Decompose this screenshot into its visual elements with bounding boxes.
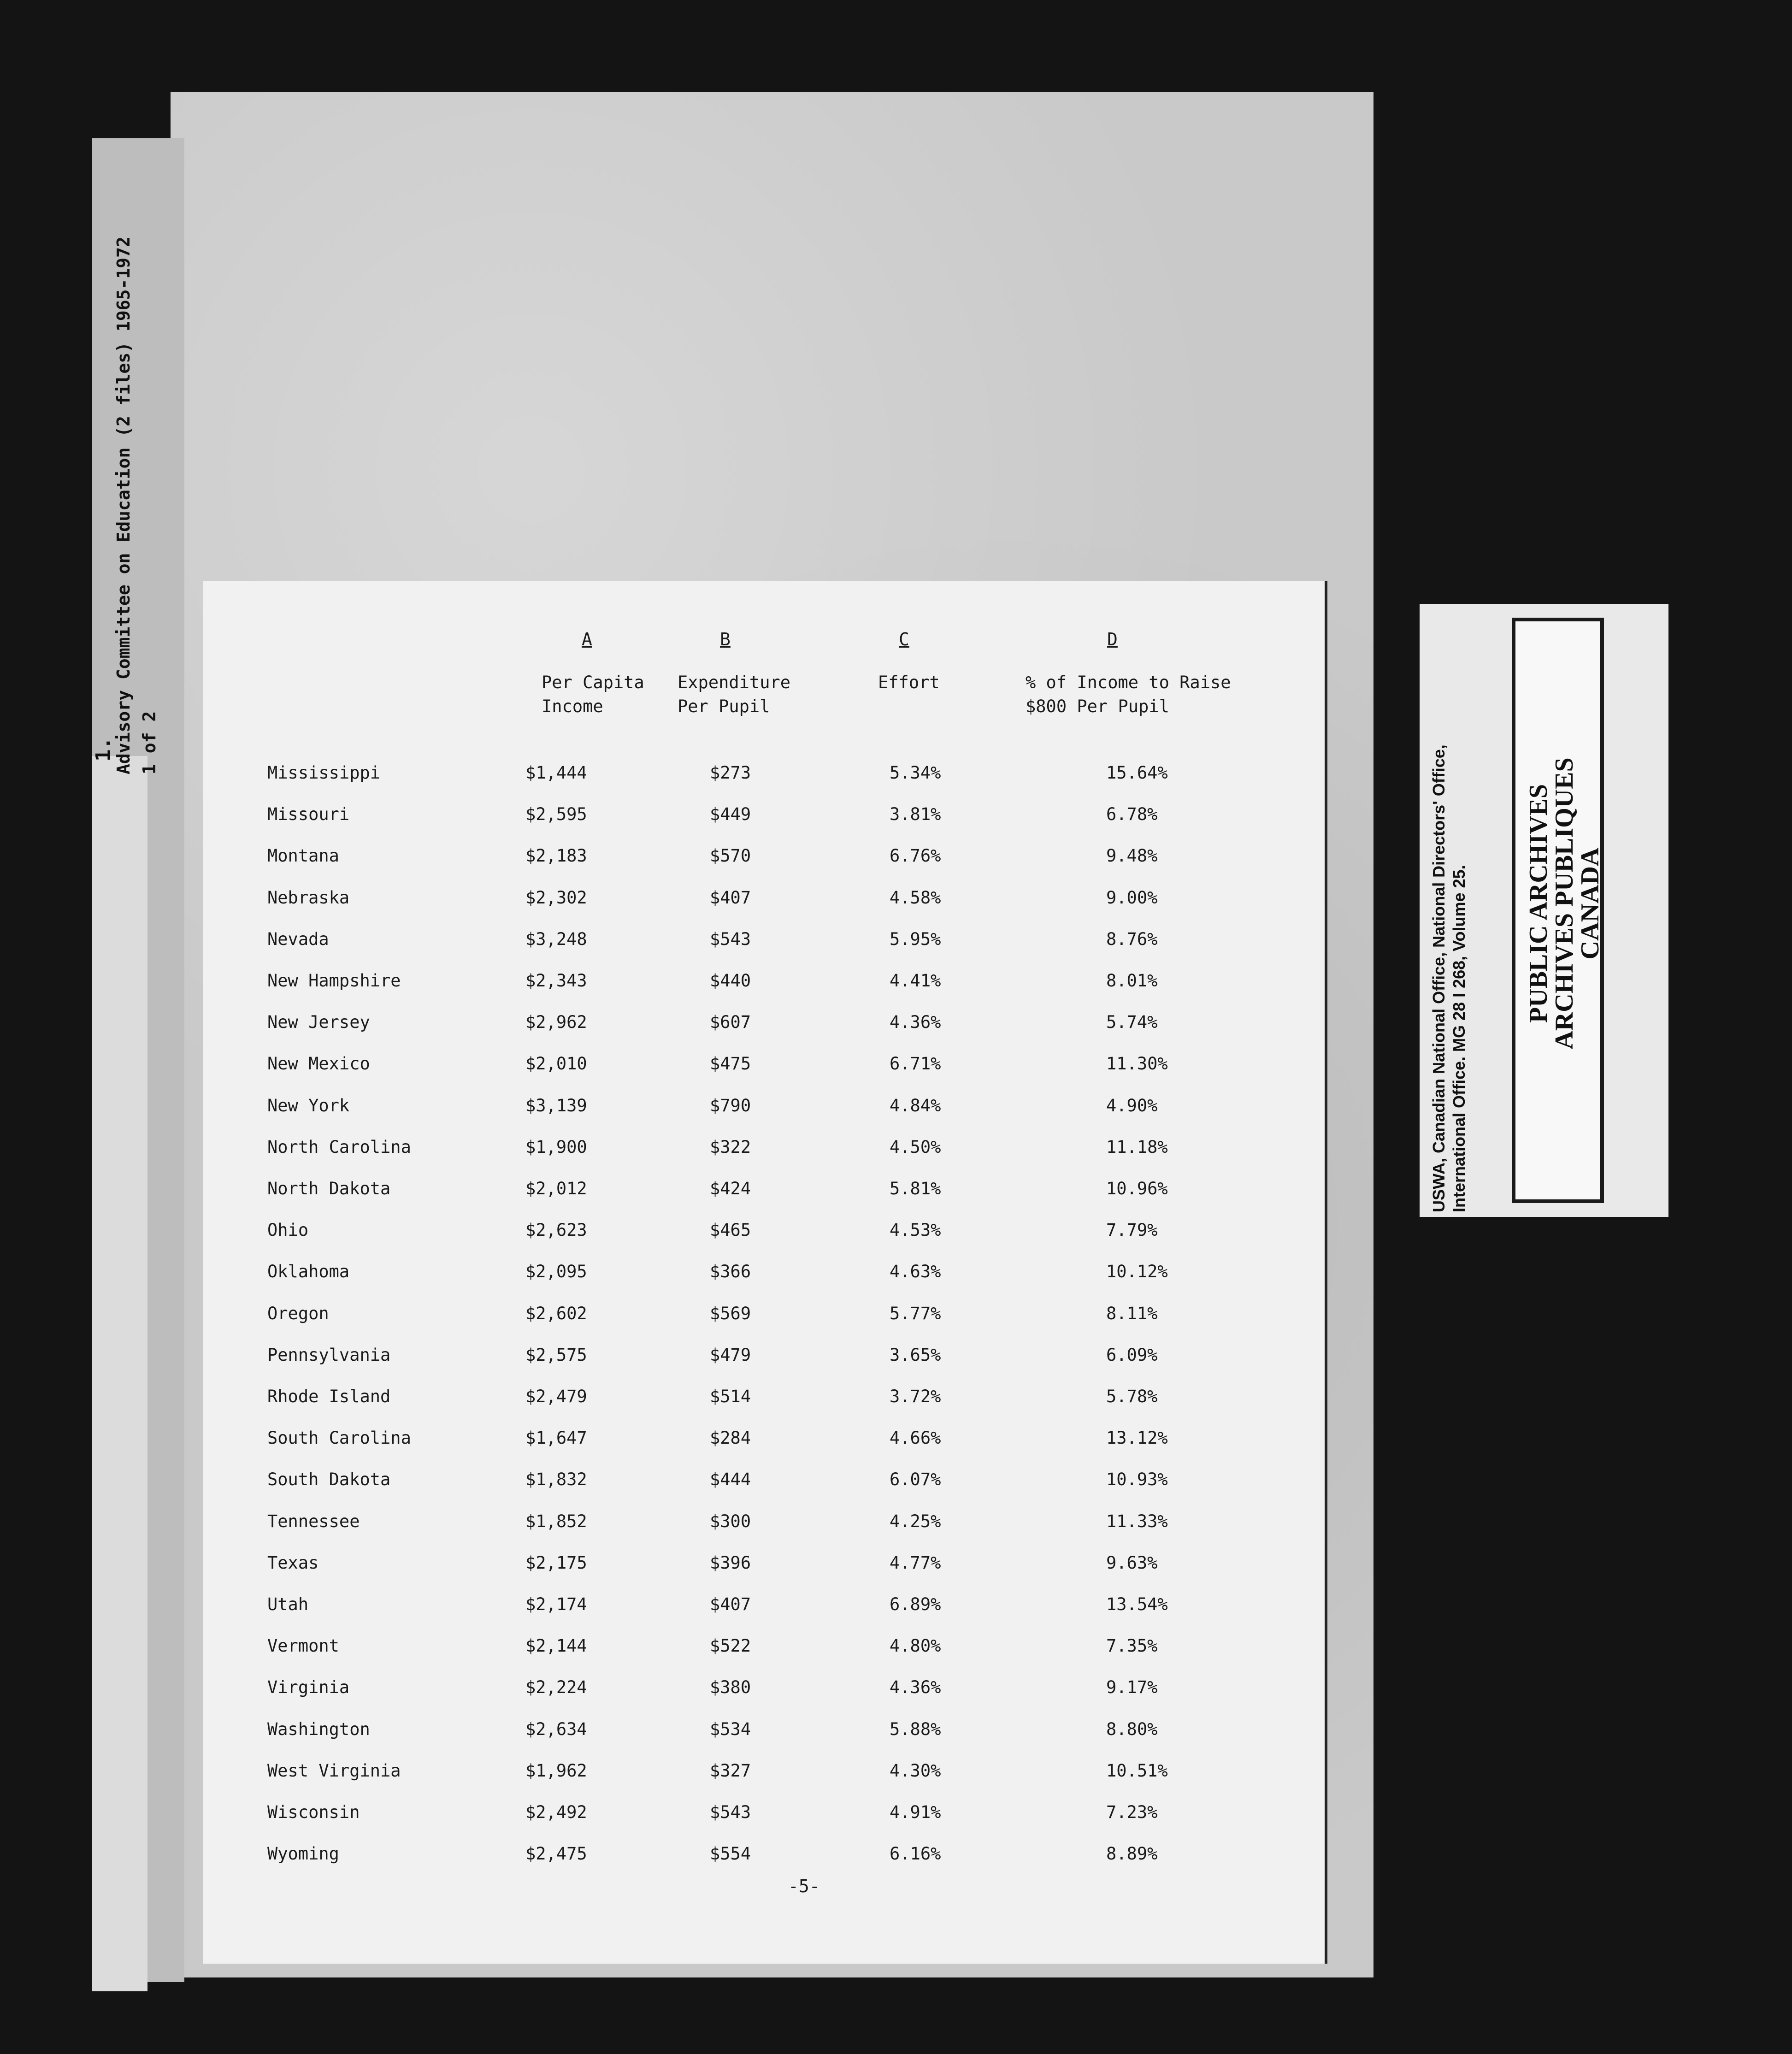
percent-income: 8.89%: [1106, 1844, 1158, 1864]
effort: 4.50%: [890, 1137, 941, 1157]
archive-title-2: ARCHIVES PUBLIQUES: [1550, 757, 1579, 1050]
table-row: [203, 1594, 1327, 1622]
per-capita-income: $2,183: [525, 846, 587, 866]
state-name: Nebraska: [267, 888, 350, 908]
effort: 6.76%: [890, 846, 941, 866]
percent-income: 10.93%: [1106, 1470, 1168, 1489]
per-capita-income: $1,962: [525, 1761, 587, 1781]
page-number: -5-: [788, 1876, 820, 1896]
percent-income: 11.18%: [1106, 1137, 1168, 1157]
table-row: [203, 1387, 1327, 1414]
expenditure-per-pupil: $514: [710, 1387, 751, 1406]
table-row: [203, 1262, 1327, 1289]
state-name: West Virginia: [267, 1761, 401, 1781]
table-row: [203, 1054, 1327, 1081]
percent-income: 11.33%: [1106, 1511, 1168, 1531]
table-row: [203, 971, 1327, 998]
expenditure-per-pupil: $424: [710, 1179, 751, 1198]
effort: 4.36%: [890, 1677, 941, 1697]
effort: 5.95%: [890, 929, 941, 949]
column-b-label-2: Per Pupil: [678, 696, 770, 716]
effort: 5.77%: [890, 1304, 941, 1323]
per-capita-income: $2,575: [525, 1345, 587, 1365]
per-capita-income: $2,962: [525, 1012, 587, 1032]
expenditure-per-pupil: $380: [710, 1677, 751, 1697]
column-a-label-2: Income: [542, 696, 603, 716]
document-page: [203, 581, 1327, 1964]
column-a-header: [542, 671, 644, 719]
column-d-letter: D: [1107, 629, 1118, 649]
per-capita-income: $2,595: [525, 804, 587, 824]
effort: 3.81%: [890, 804, 941, 824]
effort: 4.63%: [890, 1262, 941, 1281]
table-row: [203, 1428, 1327, 1456]
effort: 4.58%: [890, 888, 941, 908]
state-name: New York: [267, 1096, 350, 1116]
percent-income: 7.23%: [1106, 1802, 1158, 1822]
table-row: [203, 1345, 1327, 1373]
effort: 3.65%: [890, 1345, 941, 1365]
column-d-label-1: % of Income to Raise: [1026, 673, 1231, 692]
state-name: Mississippi: [267, 763, 381, 783]
state-name: Rhode Island: [267, 1387, 391, 1406]
effort: 4.77%: [890, 1553, 941, 1573]
expenditure-per-pupil: $407: [710, 888, 751, 908]
table-row: [203, 1844, 1327, 1871]
expenditure-per-pupil: $407: [710, 1594, 751, 1614]
table-row: [203, 763, 1327, 791]
percent-income: 8.76%: [1106, 929, 1158, 949]
percent-income: 8.11%: [1106, 1304, 1158, 1323]
per-capita-income: $3,139: [525, 1096, 587, 1116]
state-name: New Mexico: [267, 1054, 370, 1074]
percent-income: 9.00%: [1106, 888, 1158, 908]
folder-tab-notch: [92, 756, 147, 1991]
per-capita-income: $2,175: [525, 1553, 587, 1573]
percent-income: 6.78%: [1106, 804, 1158, 824]
state-name: Vermont: [267, 1636, 339, 1656]
effort: 4.84%: [890, 1096, 941, 1116]
expenditure-per-pupil: $322: [710, 1137, 751, 1157]
table-row: [203, 1220, 1327, 1248]
state-name: Montana: [267, 846, 339, 866]
table-row: [203, 1677, 1327, 1705]
per-capita-income: $1,832: [525, 1470, 587, 1489]
per-capita-income: $2,479: [525, 1387, 587, 1406]
state-name: Wisconsin: [267, 1802, 360, 1822]
effort: 6.71%: [890, 1054, 941, 1074]
column-d-label-2: $800 Per Pupil: [1026, 696, 1169, 716]
effort: 4.25%: [890, 1511, 941, 1531]
percent-income: 9.48%: [1106, 846, 1158, 866]
per-capita-income: $2,095: [525, 1262, 587, 1281]
folder-file-count: 1 of 2: [139, 711, 159, 774]
expenditure-per-pupil: $449: [710, 804, 751, 824]
percent-income: 7.35%: [1106, 1636, 1158, 1656]
state-name: Washington: [267, 1719, 370, 1739]
percent-income: 5.74%: [1106, 1012, 1158, 1032]
state-name: Virginia: [267, 1677, 350, 1697]
percent-income: 9.17%: [1106, 1677, 1158, 1697]
table-row: [203, 846, 1327, 874]
archive-credit-line-2: International Office. MG 28 I 268, Volume 25.: [1450, 865, 1468, 1212]
percent-income: 9.63%: [1106, 1553, 1158, 1573]
expenditure-per-pupil: $440: [710, 971, 751, 991]
expenditure-per-pupil: $570: [710, 846, 751, 866]
table-row: [203, 1096, 1327, 1123]
percent-income: 10.12%: [1106, 1262, 1168, 1281]
state-name: North Carolina: [267, 1137, 411, 1157]
percent-income: 10.96%: [1106, 1179, 1168, 1198]
expenditure-per-pupil: $327: [710, 1761, 751, 1781]
state-name: Wyoming: [267, 1844, 339, 1864]
expenditure-per-pupil: $479: [710, 1345, 751, 1365]
effort: 4.91%: [890, 1802, 941, 1822]
state-name: South Carolina: [267, 1428, 411, 1448]
state-name: New Jersey: [267, 1012, 370, 1032]
percent-income: 13.12%: [1106, 1428, 1168, 1448]
expenditure-per-pupil: $569: [710, 1304, 751, 1323]
column-c-header: [878, 671, 940, 695]
folder-title: Advisory Committee on Education (2 files) 1965-1972: [113, 236, 134, 774]
state-name: Tennessee: [267, 1511, 360, 1531]
column-d-header: [1026, 671, 1231, 719]
per-capita-income: $2,634: [525, 1719, 587, 1739]
per-capita-income: $2,012: [525, 1179, 587, 1198]
expenditure-per-pupil: $554: [710, 1844, 751, 1864]
per-capita-income: $1,647: [525, 1428, 587, 1448]
per-capita-income: $2,010: [525, 1054, 587, 1074]
expenditure-per-pupil: $543: [710, 1802, 751, 1822]
column-c-letter: C: [899, 629, 909, 649]
state-name: Nevada: [267, 929, 329, 949]
effort: 4.80%: [890, 1636, 941, 1656]
per-capita-income: $1,852: [525, 1511, 587, 1531]
state-name: Oklahoma: [267, 1262, 350, 1281]
per-capita-income: $2,623: [525, 1220, 587, 1240]
effort: 5.88%: [890, 1719, 941, 1739]
table-row: [203, 1802, 1327, 1830]
percent-income: 10.51%: [1106, 1761, 1168, 1781]
table-row: [203, 1470, 1327, 1497]
percent-income: 6.09%: [1106, 1345, 1158, 1365]
state-name: Texas: [267, 1553, 319, 1573]
per-capita-income: $2,302: [525, 888, 587, 908]
state-name: Oregon: [267, 1304, 329, 1323]
state-name: Missouri: [267, 804, 350, 824]
percent-income: 8.01%: [1106, 971, 1158, 991]
state-name: New Hampshire: [267, 971, 401, 991]
table-row: [203, 1137, 1327, 1165]
effort: 6.07%: [890, 1470, 941, 1489]
per-capita-income: $3,248: [525, 929, 587, 949]
table-row: [203, 888, 1327, 915]
table-row: [203, 1012, 1327, 1040]
expenditure-per-pupil: $543: [710, 929, 751, 949]
expenditure-per-pupil: $284: [710, 1428, 751, 1448]
table-row: [203, 1636, 1327, 1664]
per-capita-income: $2,343: [525, 971, 587, 991]
archive-title-3: CANADA: [1576, 847, 1604, 960]
table-row: [203, 1553, 1327, 1581]
effort: 4.30%: [890, 1761, 941, 1781]
percent-income: 13.54%: [1106, 1594, 1168, 1614]
effort: 4.41%: [890, 971, 941, 991]
expenditure-per-pupil: $366: [710, 1262, 751, 1281]
archive-stamp: [1420, 604, 1668, 1217]
effort: 5.34%: [890, 763, 941, 783]
archive-title: [1526, 650, 1609, 1157]
archive-title-1: PUBLIC ARCHIVES: [1524, 784, 1553, 1023]
folder-mark: 1.: [91, 737, 115, 761]
state-name: Ohio: [267, 1220, 309, 1240]
column-b-letter: B: [720, 629, 731, 649]
percent-income: 15.64%: [1106, 763, 1168, 783]
percent-income: 8.80%: [1106, 1719, 1158, 1739]
effort: 4.66%: [890, 1428, 941, 1448]
table-row: [203, 1511, 1327, 1539]
column-c-label-1: Effort: [878, 673, 940, 692]
per-capita-income: $1,444: [525, 763, 587, 783]
column-b-header: [678, 671, 790, 719]
effort: 5.81%: [890, 1179, 941, 1198]
state-name: North Dakota: [267, 1179, 391, 1198]
per-capita-income: $2,492: [525, 1802, 587, 1822]
table-row: [203, 929, 1327, 957]
expenditure-per-pupil: $522: [710, 1636, 751, 1656]
expenditure-per-pupil: $465: [710, 1220, 751, 1240]
column-a-letter: A: [582, 629, 592, 649]
per-capita-income: $1,900: [525, 1137, 587, 1157]
expenditure-per-pupil: $475: [710, 1054, 751, 1074]
percent-income: 4.90%: [1106, 1096, 1158, 1116]
table-row: [203, 1304, 1327, 1331]
state-name: Utah: [267, 1594, 309, 1614]
archive-credit: [1429, 613, 1498, 1212]
table-row: [203, 1179, 1327, 1206]
expenditure-per-pupil: $607: [710, 1012, 751, 1032]
percent-income: 11.30%: [1106, 1054, 1168, 1074]
expenditure-per-pupil: $534: [710, 1719, 751, 1739]
percent-income: 5.78%: [1106, 1387, 1158, 1406]
percent-income: 7.79%: [1106, 1220, 1158, 1240]
state-name: South Dakota: [267, 1470, 391, 1489]
state-name: Pennsylvania: [267, 1345, 391, 1365]
expenditure-per-pupil: $790: [710, 1096, 751, 1116]
folder-tab-label: [111, 129, 175, 774]
archive-credit-line-1: USWA, Canadian National Office, National Directors' Office,: [1429, 744, 1448, 1212]
table-row: [203, 804, 1327, 832]
expenditure-per-pupil: $300: [710, 1511, 751, 1531]
per-capita-income: $2,174: [525, 1594, 587, 1614]
expenditure-per-pupil: $396: [710, 1553, 751, 1573]
effort: 3.72%: [890, 1387, 941, 1406]
expenditure-per-pupil: $273: [710, 763, 751, 783]
expenditure-per-pupil: $444: [710, 1470, 751, 1489]
per-capita-income: $2,144: [525, 1636, 587, 1656]
column-b-label-1: Expenditure: [678, 673, 791, 692]
effort: 6.16%: [890, 1844, 941, 1864]
table-row: [203, 1761, 1327, 1788]
effort: 6.89%: [890, 1594, 941, 1614]
table-row: [203, 1719, 1327, 1747]
per-capita-income: $2,475: [525, 1844, 587, 1864]
per-capita-income: $2,602: [525, 1304, 587, 1323]
per-capita-income: $2,224: [525, 1677, 587, 1697]
effort: 4.53%: [890, 1220, 941, 1240]
effort: 4.36%: [890, 1012, 941, 1032]
column-a-label-1: Per Capita: [542, 673, 644, 692]
